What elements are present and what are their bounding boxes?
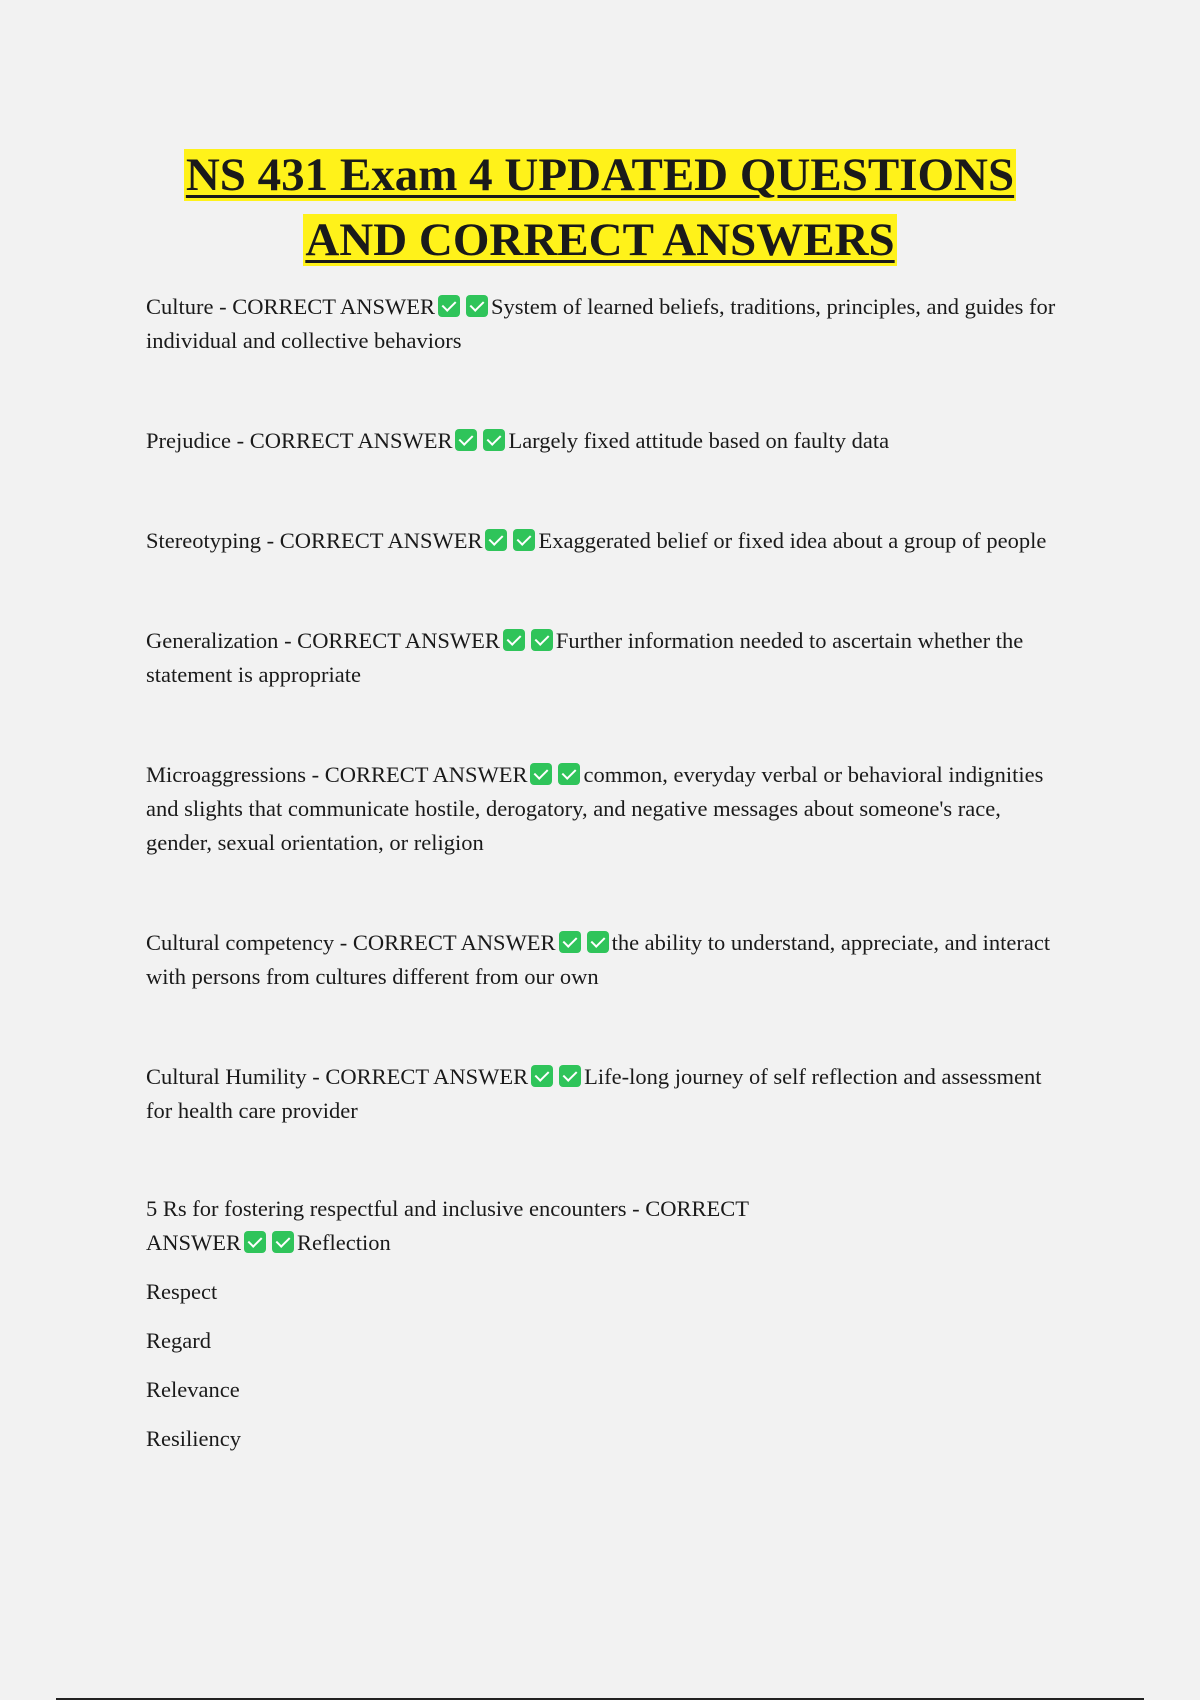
- list-item: Resiliency: [146, 1426, 241, 1451]
- qa-item-generalization: [146, 624, 1066, 692]
- check-mark-icon: [272, 1231, 294, 1253]
- qa-marker: - CORRECT ANSWER: [339, 930, 556, 955]
- check-mark-icon: [503, 629, 525, 651]
- qa-item-culture: [146, 290, 1066, 358]
- qa-answer: Life-long journey of self reflection and assessment for health care provider: [146, 1064, 1042, 1123]
- qa-question-line: [146, 1192, 1066, 1226]
- check-mark-icon: [455, 429, 477, 451]
- check-mark-icon: [558, 763, 580, 785]
- qa-term: Cultural Humility: [146, 1064, 307, 1089]
- qa-list: [146, 290, 1066, 1456]
- qa-marker-part-1: - CORRECT: [632, 1196, 750, 1221]
- list-item: Respect: [146, 1279, 218, 1304]
- qa-item-prejudice: [146, 424, 1066, 458]
- list-item: Relevance: [146, 1377, 240, 1402]
- document-title: [100, 143, 1100, 273]
- qa-answer: Reflection: [297, 1230, 391, 1255]
- check-mark-icon: [513, 529, 535, 551]
- qa-term: Generalization: [146, 628, 279, 653]
- check-mark-icon: [485, 529, 507, 551]
- list-item: Regard: [146, 1328, 211, 1353]
- qa-answer-line: [146, 1226, 1066, 1260]
- qa-term: Microaggressions: [146, 762, 306, 787]
- qa-answer: Further information needed to ascertain whether the statement is appropriate: [146, 628, 1024, 687]
- check-mark-icon: [438, 295, 460, 317]
- qa-marker: - CORRECT ANSWER: [236, 428, 453, 453]
- qa-marker-part-2: ANSWER: [146, 1230, 241, 1255]
- qa-marker: - CORRECT ANSWER: [311, 762, 528, 787]
- check-mark-icon: [559, 1065, 581, 1087]
- qa-answer: System of learned beliefs, traditions, principles, and guides for individual and collective behaviors: [146, 294, 1056, 353]
- qa-term: Cultural competency: [146, 930, 335, 955]
- qa-term: Stereotyping: [146, 528, 261, 553]
- qa-item-stereotyping: [146, 524, 1066, 558]
- qa-term: Culture: [146, 294, 214, 319]
- check-mark-icon: [244, 1231, 266, 1253]
- check-mark-icon: [531, 629, 553, 651]
- qa-answer: Largely fixed attitude based on faulty data: [508, 428, 890, 453]
- check-mark-icon: [466, 295, 488, 317]
- qa-answer: Exaggerated belief or fixed idea about a group of people: [538, 528, 1047, 553]
- qa-answer: the ability to understand, appreciate, and interact with persons from cultures different from our own: [146, 930, 1051, 989]
- check-mark-icon: [587, 931, 609, 953]
- qa-marker: - CORRECT ANSWER: [219, 294, 435, 319]
- answer-list: [146, 1275, 1066, 1456]
- qa-answer: common, everyday verbal or behavioral indignities and slights that communicate hostile, derogatory, and negative messages about someone's race, gender, sexual orientation, or religion: [146, 762, 1044, 855]
- check-mark-icon: [483, 429, 505, 451]
- qa-marker: - CORRECT ANSWER: [284, 628, 500, 653]
- check-mark-icon: [530, 763, 552, 785]
- qa-item-microaggressions: [146, 758, 1066, 860]
- qa-marker: - CORRECT ANSWER: [312, 1064, 529, 1089]
- check-mark-icon: [531, 1065, 553, 1087]
- title-line-1: NS 431 Exam 4 UPDATED QUESTIONS: [185, 149, 1015, 201]
- qa-marker: - CORRECT ANSWER: [266, 528, 483, 553]
- qa-item-cultural-humility: [146, 1060, 1066, 1128]
- qa-term: Prejudice: [146, 428, 231, 453]
- title-line-2: AND CORRECT ANSWERS: [305, 214, 895, 266]
- qa-term: 5 Rs for fostering respectful and inclusive encounters: [146, 1196, 627, 1221]
- qa-item-cultural-competency: [146, 926, 1066, 994]
- check-mark-icon: [559, 931, 581, 953]
- qa-item-5-rs: [146, 1192, 1066, 1456]
